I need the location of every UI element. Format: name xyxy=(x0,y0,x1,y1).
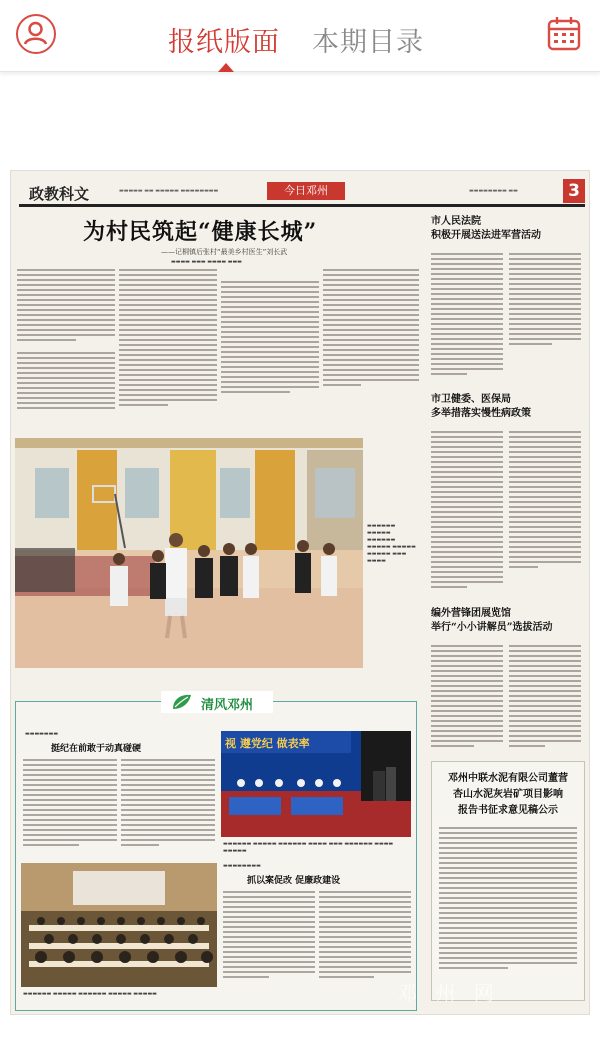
notice-title-line: 邓州中联水泥有限公司董营 xyxy=(448,773,568,784)
column-article-2-col-1 xyxy=(223,891,315,981)
side-article-title-line: 多举措落实慢性病政策 xyxy=(431,408,531,419)
header-meta: ▬▬▬▬▬ ▬▬ ▬▬▬▬▬ ▬▬▬▬▬▬▬▬ xyxy=(119,188,219,194)
section-name: 政教科文 xyxy=(29,185,90,203)
column-article-1-col-2 xyxy=(121,759,215,849)
column-article-2-col-2 xyxy=(319,891,411,981)
main-headline[interactable]: 为村民筑起“健康长城” xyxy=(83,219,318,245)
notice-title-line: 报告书征求意见稿公示 xyxy=(458,805,558,816)
side-article-title-line: 积极开展送法进军营活动 xyxy=(431,230,541,241)
side-article-museum-col-2 xyxy=(509,645,581,750)
stage-banner-text: 视 遵党纪 做表率 xyxy=(225,737,310,750)
public-notice-title xyxy=(439,771,577,819)
newspaper-header xyxy=(19,179,585,207)
side-article-health-col-1 xyxy=(431,431,503,591)
side-article-museum-col-1 xyxy=(431,645,503,750)
stage-photo-caption: ▬▬▬▬▬▬ ▬▬▬▬▬ ▬▬▬▬▬▬ ▬▬▬▬ ▬▬▬ ▬▬▬▬▬▬ ▬▬▬▬ ▬▬▬▬▬ xyxy=(223,841,394,854)
meeting-photo-caption: ▬▬▬▬▬▬ ▬▬▬▬▬ ▬▬▬▬▬▬ ▬▬▬▬▬ ▬▬▬▬▬ xyxy=(23,991,157,997)
side-article-title-health[interactable] xyxy=(431,393,531,421)
page-number: 3 xyxy=(563,179,585,203)
masthead-logo: 今日邓州 xyxy=(267,182,345,200)
active-tab-indicator xyxy=(218,63,234,72)
basketball-photo[interactable] xyxy=(15,438,363,668)
main-article-column-3 xyxy=(221,269,319,396)
main-subline: ——记桐镇后张村“最美乡村医生”刘长武 xyxy=(161,248,288,256)
stage-photo[interactable] xyxy=(221,731,411,837)
issue-date: ▬▬▬▬▬▬▬▬ ▬▬ xyxy=(469,188,518,194)
side-article-court-col-1 xyxy=(431,253,503,378)
main-article-column-1 xyxy=(17,269,115,412)
top-nav-bar xyxy=(0,0,600,72)
main-byline: ▬▬▬▬ ▬▬▬ ▬▬▬▬ ▬▬▬ xyxy=(171,259,242,265)
meeting-photo[interactable] xyxy=(21,863,217,987)
main-article-column-4 xyxy=(323,269,419,389)
column-title: 清风邓州 xyxy=(201,698,254,713)
tab-table-of-contents[interactable]: 本期目录 xyxy=(312,27,424,58)
calendar-icon[interactable] xyxy=(547,16,581,52)
leaf-icon xyxy=(171,693,193,711)
basketball-photo-caption: ▬▬▬▬▬▬ ▬▬▬▬▬ ▬▬▬▬▬▬ ▬▬▬▬▬ ▬▬▬▬▬ ▬▬▬▬▬ ▬▬▬ ▬▬▬▬ xyxy=(367,523,416,564)
notice-title-line: 杏山水泥灰岩矿项目影响 xyxy=(453,789,563,800)
side-article-title-line: 举行“小小讲解员”选拔活动 xyxy=(431,622,553,633)
side-article-title-line: 编外营锋团展览馆 xyxy=(431,608,511,619)
side-article-title-museum[interactable] xyxy=(431,607,553,635)
side-article-court-col-2 xyxy=(509,253,581,348)
tab-newspaper-layout[interactable]: 报纸版面 xyxy=(168,27,280,58)
main-article-column-2 xyxy=(119,269,217,409)
column-article-label-2: ▬▬▬▬▬▬▬▬ xyxy=(223,863,261,869)
newspaper-page-image[interactable] xyxy=(10,170,590,1015)
column-article-headline-1[interactable]: 挺纪在前敢于动真碰硬 xyxy=(51,744,142,754)
public-notice-body xyxy=(439,827,577,972)
side-article-title-court[interactable] xyxy=(431,215,541,243)
site-watermark: 邓 州 网 xyxy=(397,981,500,1005)
column-article-headline-2[interactable]: 抓以案促改 促廉政建设 xyxy=(247,876,341,886)
column-article-label: ▬▬▬▬▬▬▬ xyxy=(25,731,59,737)
side-article-title-line: 市人民法院 xyxy=(431,216,481,227)
column-article-1-col-1 xyxy=(23,759,117,849)
user-icon[interactable] xyxy=(16,14,56,54)
side-article-health-col-2 xyxy=(509,431,581,571)
side-article-title-line: 市卫健委、医保局 xyxy=(431,394,511,405)
